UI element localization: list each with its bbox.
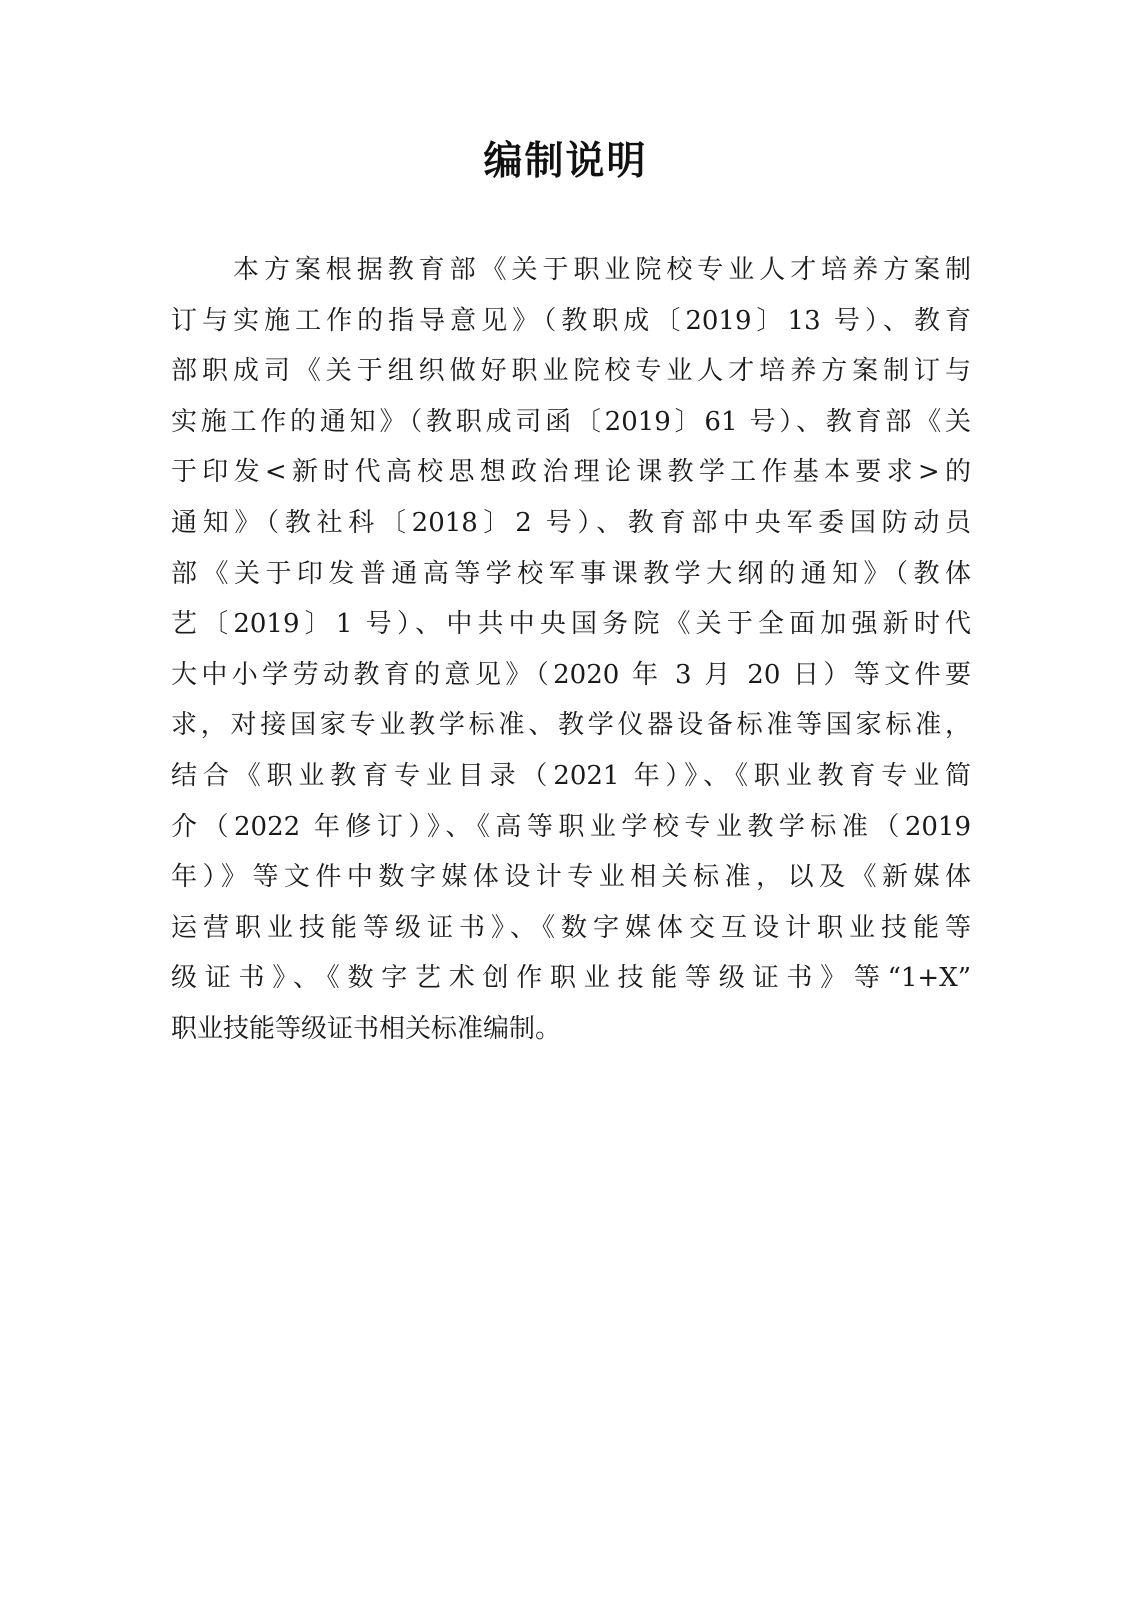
paragraph-line: 部职成司《关于组织做好职业院校专业人才培养方案制订与 [171,356,971,387]
paragraph-line: 介（2022 年修订）》、《高等职业学校专业教学标准（2019 [171,811,971,842]
paragraph-line: 于印发<新时代高校思想政治理论课教学工作基本要求>的 [171,457,971,488]
paragraph-line: 实施工作的通知》（教职成司函〔2019〕61 号）、教育部《关 [171,406,971,437]
paragraph-line: 订与实施工作的指导意见》（教职成〔2019〕13 号）、教育 [171,305,971,336]
paragraph-line: 部《关于印发普通高等学校军事课教学大纲的通知》（教体 [171,558,971,589]
paragraph-line: 大中小学劳动教育的意见》（2020 年 3 月 20 日）等文件要 [171,659,971,690]
paragraph-line: 级证书》、《数字艺术创作职业技能等级证书》等“1+X” [171,963,971,994]
paragraph-line: 艺〔2019〕1 号）、中共中央国务院《关于全面加强新时代 [171,609,971,640]
paragraph-line: 职业技能等级证书相关标准编制。 [171,1013,562,1044]
paragraph-line: 通知》（教社科〔2018〕2 号）、教育部中央军委国防动员 [171,507,971,538]
paragraph-line: 求，对接国家专业教学标准、教学仪器设备标准等国家标准， [171,710,971,741]
paragraph-line: 本方案根据教育部《关于职业院校专业人才培养方案制 [171,255,971,285]
paragraph-line: 年）》等文件中数字媒体设计专业相关标准，以及《新媒体 [171,862,971,893]
paragraph-line: 结合《职业教育专业目录（2021 年）》、《职业教育专业简 [171,760,971,791]
body-paragraph [171,245,971,1055]
document-title: 编制说明 [483,139,648,184]
paragraph-line: 运营职业技能等级证书》、《数字媒体交互设计职业技能等 [171,912,971,943]
